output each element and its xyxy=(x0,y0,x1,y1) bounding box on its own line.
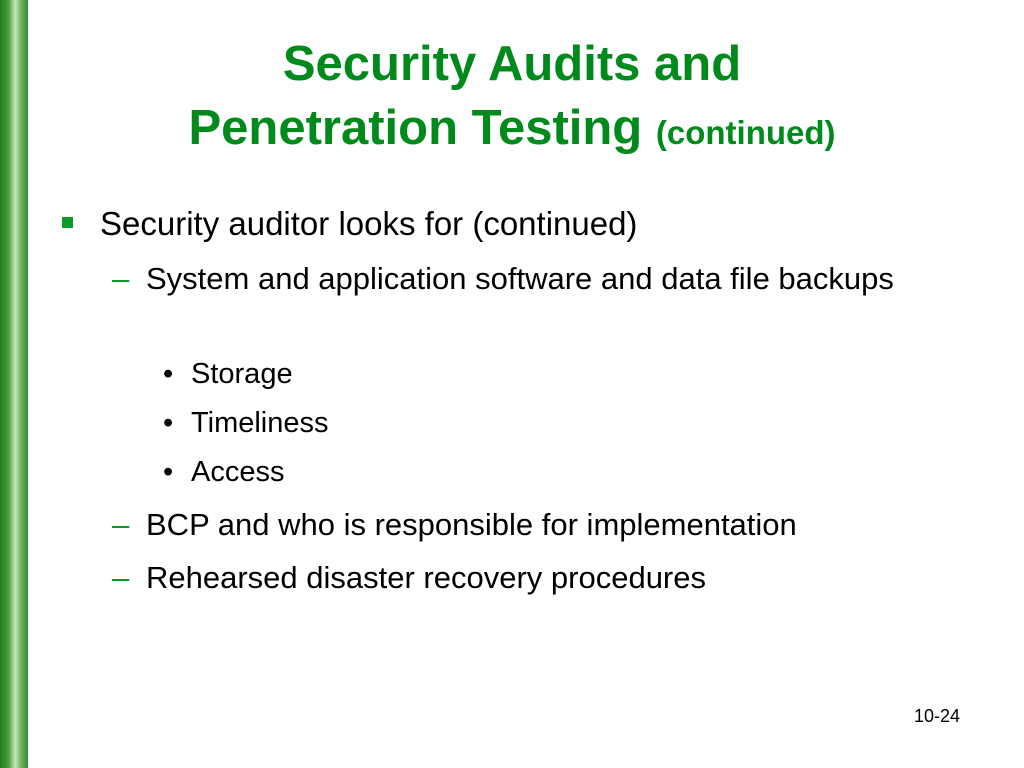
title-suffix: (continued) xyxy=(655,114,836,151)
sub-bullet-recovery-text: Rehearsed disaster recovery procedures xyxy=(146,560,706,595)
square-bullet-icon xyxy=(62,217,73,228)
dot-bullet-icon: • xyxy=(163,456,174,488)
page-number: 10-24 xyxy=(913,706,960,726)
sub-bullet-bcp-text: BCP and who is responsible for implementation xyxy=(146,507,797,542)
title-line-2-text: Penetration Testing xyxy=(188,101,643,155)
dash-bullet-icon: – xyxy=(112,560,130,595)
bullet-main-text: Security auditor looks for (continued) xyxy=(100,205,638,242)
title-line-1: Security Audits and xyxy=(282,37,742,91)
list-item-text: Access xyxy=(191,456,285,488)
list-item-text: Storage xyxy=(191,358,293,390)
dot-bullet-icon: • xyxy=(163,407,174,439)
dash-bullet-icon: – xyxy=(112,261,130,296)
sub-bullet-backups-text: System and application software and data file backups xyxy=(146,261,894,296)
dot-bullet-icon: • xyxy=(163,358,174,390)
list-item-text: Timeliness xyxy=(191,407,329,439)
dash-bullet-icon: – xyxy=(112,507,130,542)
